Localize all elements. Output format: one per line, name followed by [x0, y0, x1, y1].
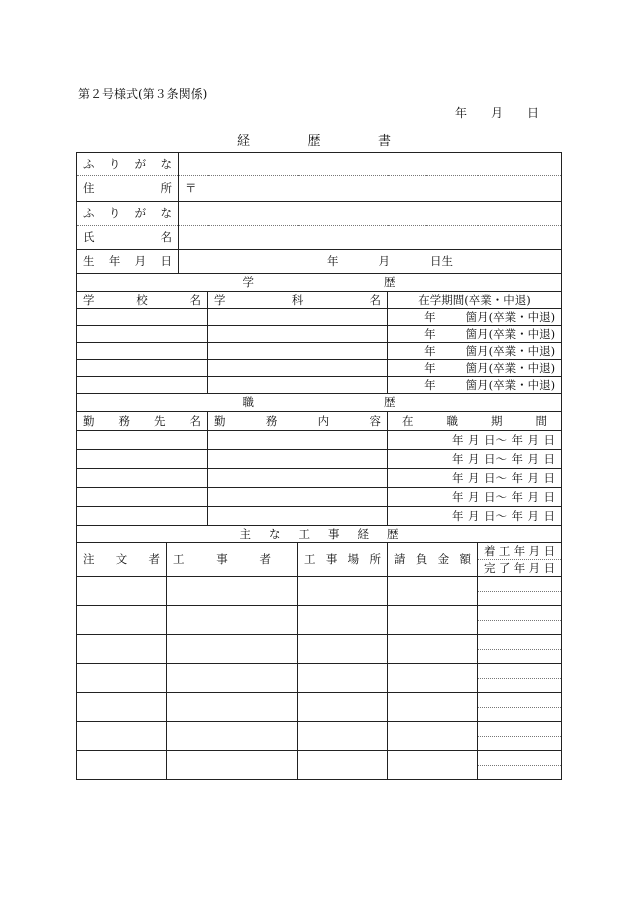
school-cell[interactable] — [77, 309, 208, 326]
site-cell[interactable] — [298, 722, 388, 751]
amount-cell[interactable] — [388, 664, 478, 693]
site-cell[interactable] — [298, 635, 388, 664]
site-cell[interactable] — [298, 751, 388, 780]
contractor-cell[interactable] — [167, 577, 298, 606]
site-cell[interactable] — [298, 664, 388, 693]
education-row — [77, 360, 562, 377]
school-cell[interactable] — [77, 377, 208, 394]
period-cell[interactable]: 年 箇月(卒業・中退) — [388, 360, 562, 377]
dept-cell[interactable] — [208, 309, 388, 326]
education-row — [77, 309, 562, 326]
start-date-cell[interactable] — [478, 693, 562, 708]
end-date-cell[interactable] — [478, 592, 562, 606]
client-cell[interactable] — [77, 606, 167, 635]
tenure-cell[interactable]: 年 月 日〜 年 月 日 — [388, 488, 562, 507]
works-row — [77, 577, 562, 592]
period-cell[interactable]: 年 箇月(卒業・中退) — [388, 343, 562, 360]
tenure-cell[interactable]: 年 月 日〜 年 月 日 — [388, 450, 562, 469]
education-row — [77, 326, 562, 343]
col-amount: 請 負 金 額 — [388, 543, 478, 577]
col-client: 注 文 者 — [77, 543, 167, 577]
employment-heading: 職 歴 — [77, 394, 562, 412]
contractor-cell[interactable] — [167, 606, 298, 635]
client-cell[interactable] — [77, 693, 167, 722]
end-date-cell[interactable] — [478, 766, 562, 780]
postal-mark: 〒 — [185, 181, 197, 196]
site-cell[interactable] — [298, 606, 388, 635]
address-label: 住 所 — [77, 176, 179, 202]
col-tenure: 在 職 期 間 — [388, 412, 562, 431]
client-cell[interactable] — [77, 751, 167, 780]
duty-cell[interactable] — [208, 431, 388, 450]
school-cell[interactable] — [77, 360, 208, 377]
client-cell[interactable] — [77, 577, 167, 606]
duty-cell[interactable] — [208, 488, 388, 507]
employment-row — [77, 431, 562, 450]
education-row — [77, 377, 562, 394]
furigana-label-address: ふ り が な — [77, 153, 179, 176]
amount-cell[interactable] — [388, 693, 478, 722]
tenure-cell[interactable]: 年 月 日〜 年 月 日 — [388, 469, 562, 488]
dept-cell[interactable] — [208, 377, 388, 394]
contractor-cell[interactable] — [167, 751, 298, 780]
amount-cell[interactable] — [388, 751, 478, 780]
col-site: 工 事 場 所 — [298, 543, 388, 577]
company-cell[interactable] — [77, 469, 208, 488]
name-field[interactable] — [179, 226, 562, 250]
col-company-name: 勤 務 先 名 — [77, 412, 208, 431]
form-number: 第２号様式(第３条関係) — [78, 87, 208, 101]
amount-cell[interactable] — [388, 635, 478, 664]
works-row — [77, 722, 562, 737]
duty-cell[interactable] — [208, 507, 388, 526]
works-row — [77, 606, 562, 621]
resume-table — [76, 152, 562, 780]
employment-row — [77, 469, 562, 488]
end-date-cell[interactable] — [478, 737, 562, 751]
amount-cell[interactable] — [388, 606, 478, 635]
tenure-cell[interactable]: 年 月 日〜 年 月 日 — [388, 431, 562, 450]
start-date-cell[interactable] — [478, 577, 562, 592]
client-cell[interactable] — [77, 722, 167, 751]
contractor-cell[interactable] — [167, 635, 298, 664]
employment-row — [77, 450, 562, 469]
client-cell[interactable] — [77, 664, 167, 693]
contractor-cell[interactable] — [167, 722, 298, 751]
birth-label: 生 年 月 日 — [77, 250, 179, 274]
period-cell[interactable]: 年 箇月(卒業・中退) — [388, 309, 562, 326]
dept-cell[interactable] — [208, 343, 388, 360]
name-label: 氏 名 — [77, 226, 179, 250]
col-study-period: 在学期間(卒業・中退) — [388, 292, 562, 309]
works-row — [77, 751, 562, 766]
dept-cell[interactable] — [208, 326, 388, 343]
col-duty: 勤 務 内 容 — [208, 412, 388, 431]
contractor-cell[interactable] — [167, 693, 298, 722]
period-cell[interactable]: 年 箇月(卒業・中退) — [388, 377, 562, 394]
document-title: 経 歴 書 — [237, 134, 391, 149]
period-cell[interactable]: 年 箇月(卒業・中退) — [388, 326, 562, 343]
col-end-date: 完 了 年 月 日 — [478, 560, 562, 577]
address-field[interactable] — [179, 176, 562, 202]
amount-cell[interactable] — [388, 577, 478, 606]
start-date-cell[interactable] — [478, 606, 562, 621]
works-heading: 主 な 工 事 経 歴 — [77, 526, 562, 543]
education-row — [77, 343, 562, 360]
furigana-name-field[interactable] — [179, 202, 562, 226]
start-date-cell[interactable] — [478, 664, 562, 679]
start-date-cell[interactable] — [478, 722, 562, 737]
start-date-cell[interactable] — [478, 751, 562, 766]
site-cell[interactable] — [298, 577, 388, 606]
works-row — [77, 664, 562, 679]
employment-row — [77, 488, 562, 507]
company-cell[interactable] — [77, 431, 208, 450]
date-line: 年 月 日 — [455, 106, 539, 120]
col-start-date: 着 工 年 月 日 — [478, 543, 562, 560]
col-school-name: 学 校 名 — [77, 292, 208, 309]
tenure-cell[interactable]: 年 月 日〜 年 月 日 — [388, 507, 562, 526]
school-cell[interactable] — [77, 343, 208, 360]
company-cell[interactable] — [77, 488, 208, 507]
duty-cell[interactable] — [208, 450, 388, 469]
birth-date-field[interactable]: 年 月 日生 — [179, 250, 562, 274]
school-cell[interactable] — [77, 326, 208, 343]
end-date-cell[interactable] — [478, 708, 562, 722]
company-cell[interactable] — [77, 507, 208, 526]
end-date-cell[interactable] — [478, 679, 562, 693]
furigana-label-name: ふ り が な — [77, 202, 179, 226]
company-cell[interactable] — [77, 450, 208, 469]
client-cell[interactable] — [77, 635, 167, 664]
end-date-cell[interactable] — [478, 650, 562, 664]
dept-cell[interactable] — [208, 360, 388, 377]
amount-cell[interactable] — [388, 722, 478, 751]
col-department: 学 科 名 — [208, 292, 388, 309]
end-date-cell[interactable] — [478, 621, 562, 635]
furigana-address-field[interactable] — [179, 153, 562, 176]
duty-cell[interactable] — [208, 469, 388, 488]
education-heading: 学 歴 — [77, 274, 562, 292]
contractor-cell[interactable] — [167, 664, 298, 693]
works-row — [77, 693, 562, 708]
site-cell[interactable] — [298, 693, 388, 722]
employment-row — [77, 507, 562, 526]
start-date-cell[interactable] — [478, 635, 562, 650]
works-row — [77, 635, 562, 650]
col-contractor: 工 事 者 — [167, 543, 298, 577]
